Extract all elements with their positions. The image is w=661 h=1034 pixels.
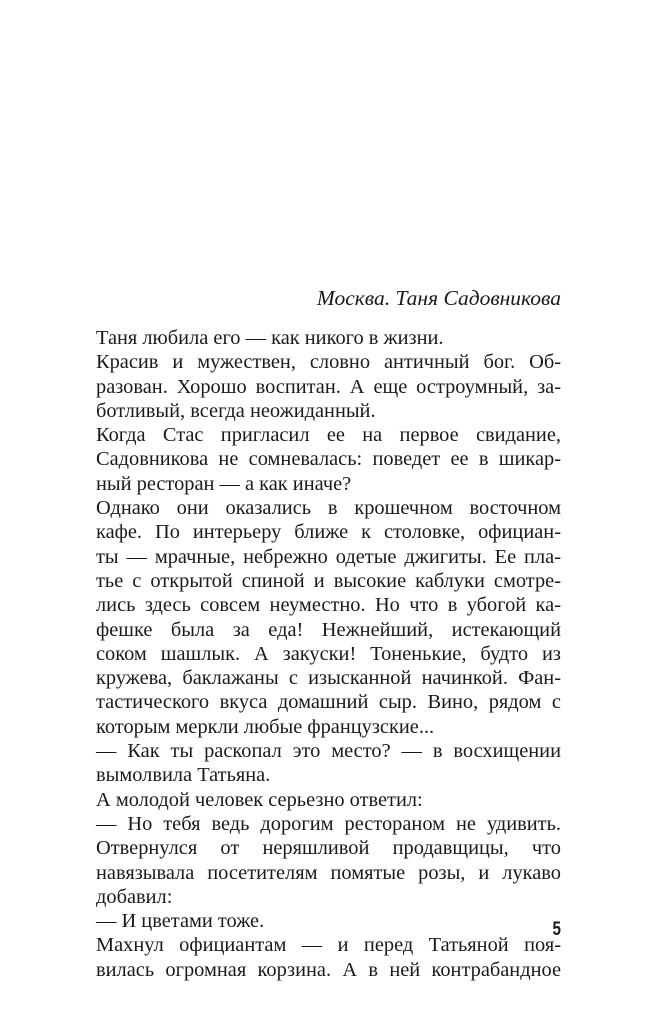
text-line: вымолвила Татьяна. [96, 764, 271, 787]
text-line: Когда Стас пригласил ее на первое свидание, [96, 424, 561, 447]
text-line: ботливый, всегда неожиданный. [96, 399, 376, 422]
body-text [96, 326, 561, 982]
text-line: тье с открытой спиной и высокие каблуки смотре- [96, 569, 561, 592]
text-line: соком шашлык. А закуски! Тоненькие, будто из [96, 642, 561, 665]
text-line: кафе. По интерьеру ближе к столовке, официан- [96, 521, 561, 544]
text-line: добавил: [96, 885, 173, 908]
text-line: ный ресторан — а как иначе? [96, 472, 352, 495]
text-line: ты — мрачные, небрежно одетые джигиты. Ее пла- [96, 545, 561, 568]
text-line: Махнул официантам — и перед Татьяной поя- [96, 934, 561, 957]
text-line: А молодой человек серьезно ответил: [96, 788, 423, 811]
text-line: — Но тебя ведь дорогим рестораном не удивить. [96, 812, 561, 835]
text-line: которым меркли любые французские... [96, 715, 435, 738]
text-line: лись здесь совсем неуместно. Но что в убогой ка- [96, 594, 561, 617]
text-line: разован. Хорошо воспитан. А еще остроумный, за- [96, 375, 561, 398]
text-line: Однако они оказались в крошечном восточном [96, 497, 561, 520]
text-line: фешке была за еда! Нежнейший, истекающий [96, 618, 561, 641]
text-line: Садовникова не сомневалась: поведет ее в шикар- [96, 448, 561, 471]
text-line: Отвернулся от неряшливой продавщицы, что [96, 837, 561, 860]
text-line: тастического вкуса домашний сыр. Вино, рядом с [96, 691, 561, 714]
text-line: — И цветами тоже. [96, 910, 265, 933]
text-line: — Как ты раскопал это место? — в восхищении [96, 740, 561, 763]
text-line: навязывала посетителям помятые розы, и лукаво [96, 861, 561, 884]
text-line: Таня любила его — как никого в жизни. [96, 327, 444, 349]
text-line: кружева, баклажаны с изысканной начинкой. Фан- [96, 667, 561, 690]
chapter-heading: Москва. Таня Садовникова [316, 286, 561, 310]
text-line: Красив и мужествен, словно античный бог. Об- [96, 351, 561, 374]
page-number: 5 [552, 919, 561, 940]
text-line: вилась огромная корзина. А в ней контрабандное [96, 958, 561, 981]
